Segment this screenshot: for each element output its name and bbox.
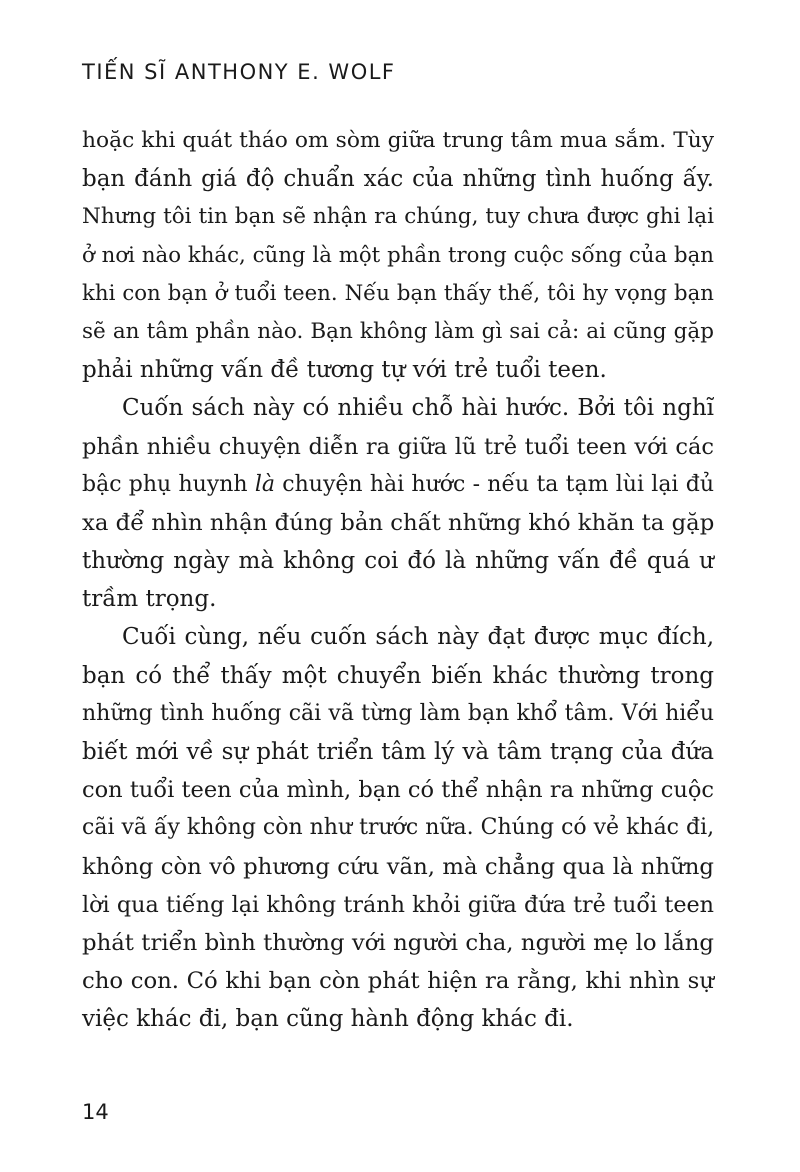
page-number: 14 [82,1100,109,1124]
text-line: ở nơi nào khác, cũng là một phần trong cuộc sống của bạn [82,242,714,268]
text-line: cho con. Có khi bạn còn phát hiện ra rằng, khi nhìn sự [82,968,714,995]
text-line: con tuổi teen của mình, bạn có thể nhận ra những cuộc [82,777,714,804]
text-line: không còn vô phương cứu vãn, mà chẳng qua là những [82,853,714,880]
text-line [82,466,714,504]
text-run: chuyện hài hước - nếu ta tạm lùi lại đủ [275,471,714,497]
text-line: hoặc khi quát tháo om sòm giữa trung tâm mua sắm. Tùy [82,128,714,153]
text-line: bạn có thể thấy một chuyển biến khác thường trong [82,662,714,689]
text-line: thường ngày mà không coi đó là những vấn đề quá ư [82,548,714,575]
text-run: bậc phụ huynh [82,471,255,497]
text-line: trầm trọng. [82,586,217,613]
paragraph [82,618,714,1038]
text-line: Cuối cùng, nếu cuốn sách này đạt được mục đích, [122,624,714,651]
text-line: sẽ an tâm phần nào. Bạn không làm gì sai cả: ai cũng gặp [82,318,714,344]
text-line: cãi vã ấy không còn như trước nữa. Chúng có vẻ khác đi, [82,815,715,841]
text-line: phải những vấn đề tương tự với trẻ tuổi teen. [82,357,607,384]
text-line: việc khác đi, bạn cũng hành động khác đi. [82,1006,574,1033]
text-line: khi con bạn ở tuổi teen. Nếu bạn thấy thế, tôi hy vọng bạn [82,280,714,306]
text-line: những tình huống cãi vã từng làm bạn khổ tâm. Với hiểu [82,700,714,726]
text-line: xa để nhìn nhận đúng bản chất những khó khăn ta gặp [82,509,715,536]
text-line: lời qua tiếng lại không tránh khỏi giữa đứa trẻ tuổi teen [82,891,714,918]
text-line: Nhưng tôi tin bạn sẽ nhận ra chúng, tuy chưa được ghi lại [82,204,714,230]
body-text [82,122,714,1039]
text-line: biết mới về sự phát triển tâm lý và tâm trạng của đứa [82,739,714,765]
text-line: bạn đánh giá độ chuẩn xác của những tình huống ấy. [82,166,714,193]
running-head: TIẾN SĨ ANTHONY E. WOLF [82,60,396,84]
emphasis: là [254,471,276,497]
text-line: phần nhiều chuyện diễn ra giữa lũ trẻ tuổi teen với các [82,433,714,460]
paragraph [82,389,714,618]
paragraph [82,122,714,389]
text-line: phát triển bình thường với người cha, người mẹ lo lắng [82,929,714,956]
text-line: Cuốn sách này có nhiều chỗ hài hước. Bởi tôi nghĩ [122,395,714,422]
